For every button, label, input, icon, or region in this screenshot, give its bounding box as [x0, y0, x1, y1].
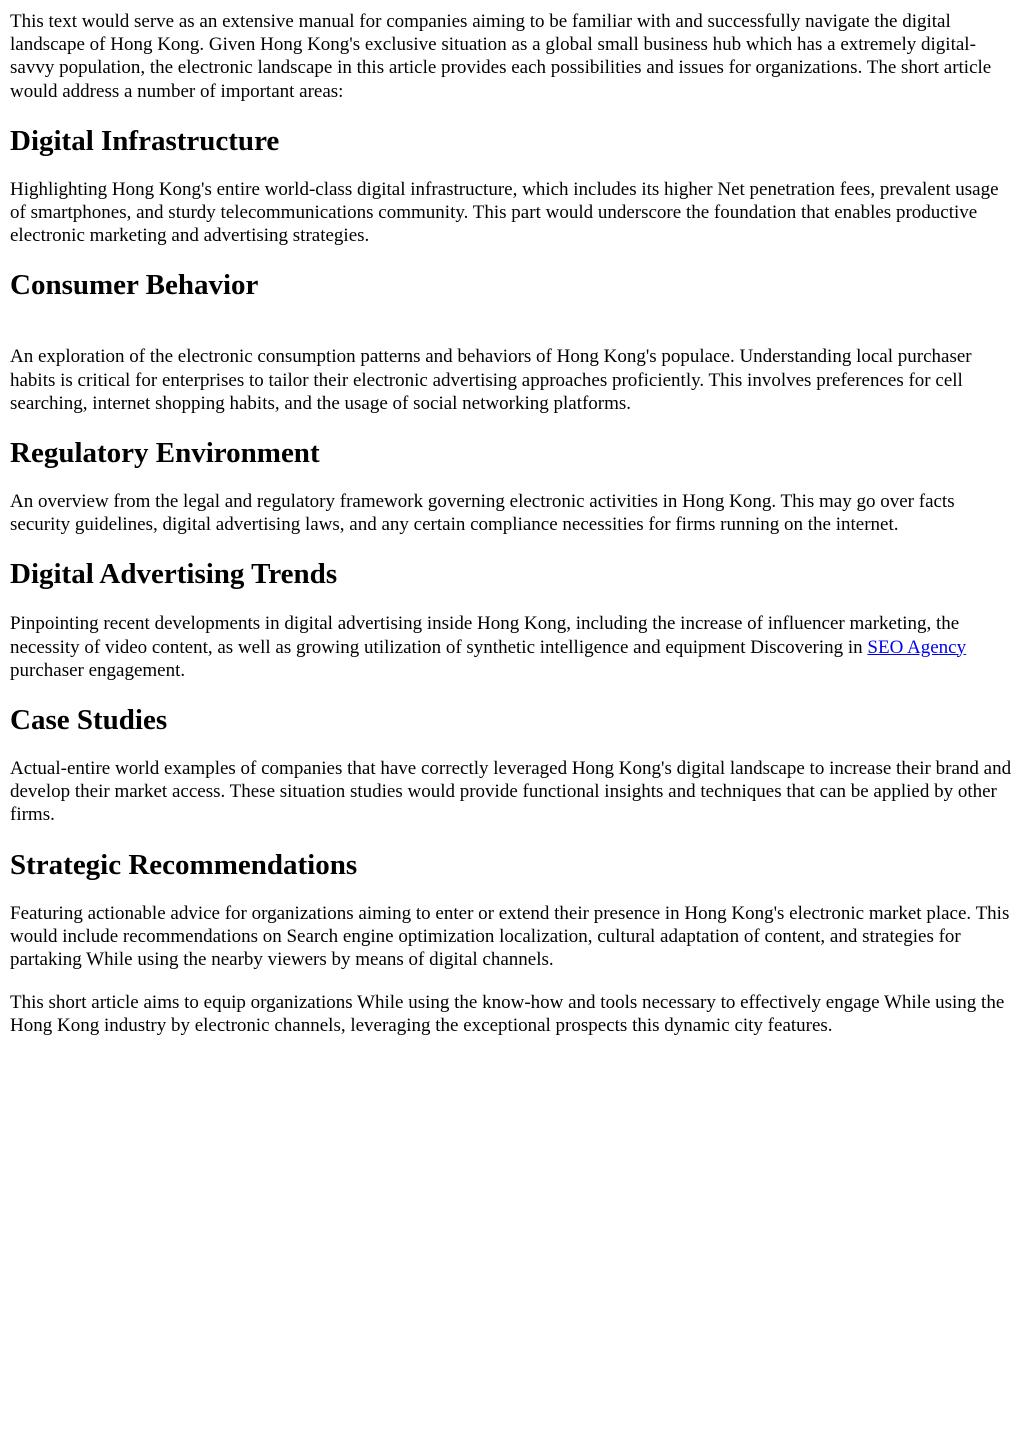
heading-case-studies: Case Studies [10, 704, 168, 737]
intro-paragraph: This text would serve as an extensive manual for companies aiming to be familiar with and successfully navigate the digital landscape of Hong Kong. Given Hong Kong's exclusive situation as a global small business hub which has a extremely digital-savvy population, the electronic landscape in this article provides each possibilities and issues for organizations. The short article would address a number of important areas: [10, 11, 992, 102]
heading-strategic-recommendations: Strategic Recommendations [10, 848, 358, 881]
trends-text-after-link: purchaser engagement. [10, 659, 186, 681]
paragraph-case-studies: Actual-entire world examples of companies that have correctly leveraged Hong Kong's digital landscape to increase their brand and develop their market access. These situation studies would provide functional insights and techniques that can be applied by other firms. [10, 758, 1012, 826]
heading-digital-infrastructure: Digital Infrastructure [10, 124, 280, 157]
paragraph-strategic-recommendations: Featuring actionable advice for organizations aiming to enter or extend their presence in Hong Kong's electronic market place. This would include recommendations on Search engine optimization localization, cultural adaptation of content, and strategies for partaking While using the nearby viewers by means of digital channels. [10, 902, 1010, 971]
heading-consumer-behavior: Consumer Behavior [10, 269, 259, 302]
paragraph-digital-infrastructure: Highlighting Hong Kong's entire world-class digital infrastructure, which includes its higher Net penetration fees, prevalent usage of smartphones, and sturdy telecommunications community. This part would underscore the foundation that enables productive electronic marketing and advertising strategies. [10, 178, 999, 247]
closing-paragraph: This short article aims to equip organizations While using the know-how and tools necessary to effectively engage While using the Hong Kong industry by electronic channels, leveraging the exceptional prospects this dynamic city features. [10, 992, 1005, 1037]
paragraph-consumer-behavior: An exploration of the electronic consumption patterns and behaviors of Hong Kong's populace. Understanding local purchaser habits is critical for enterprises to tailor their electronic advertising approaches proficiently. This involves preferences for cell searching, internet shopping habits, and the usage of social networking platforms. [10, 346, 972, 414]
heading-digital-advertising-trends: Digital Advertising Trends [10, 558, 338, 591]
trends-text-before-link: Pinpointing recent developments in digital advertising inside Hong Kong, including the increase of influencer marketing, the necessity of video content, as well as growing utilization of synthetic intelligence and equipment Discovering in [10, 613, 960, 658]
seo-agency-link[interactable]: SEO Agency [867, 636, 967, 658]
paragraph-digital-advertising-trends [10, 612, 1014, 682]
paragraph-regulatory-environment: An overview from the legal and regulatory framework governing electronic activities in Hong Kong. This may go over facts security guidelines, digital advertising laws, and any certain compliance necessities for firms running on the internet. [10, 491, 955, 536]
heading-regulatory-environment: Regulatory Environment [10, 437, 320, 470]
